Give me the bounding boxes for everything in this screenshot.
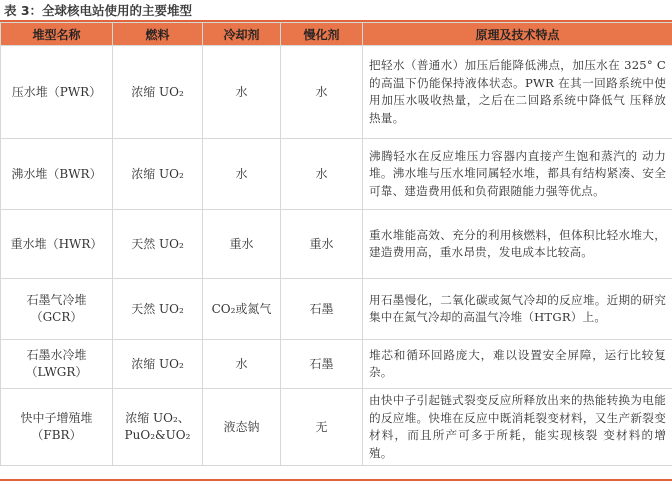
- bottom-rule: [0, 479, 672, 481]
- cell-fuel: 浓缩 UO₂: [113, 139, 203, 210]
- cell-coolant: 重水: [203, 210, 281, 279]
- cell-description: 重水堆能高效、充分的利用核燃料，但体积比轻水堆大，建造费用高，重水昂贵，发电成本比较高。: [363, 210, 672, 279]
- cell-description: 沸腾轻水在反应堆压力容器内直接产生饱和蒸汽的 动力堆。沸水堆与压水堆同属轻水堆，都具有结构紧凑、安全可靠、建造费用低和负荷跟随能力强等优点。: [363, 139, 672, 210]
- header-row: [1, 23, 672, 46]
- cell-reactor-name: 沸水堆（BWR）: [1, 139, 113, 210]
- cell-reactor-name: 压水堆（PWR）: [1, 46, 113, 139]
- table-row: [1, 46, 672, 139]
- table-caption: 表 3：全球核电站使用的主要堆型: [4, 3, 193, 18]
- table-row: [1, 210, 672, 279]
- cell-moderator: 石墨: [281, 340, 363, 389]
- cell-moderator: 重水: [281, 210, 363, 279]
- header-fuel: 燃料: [113, 23, 203, 46]
- table-row: [1, 279, 672, 340]
- table-row: [1, 389, 672, 466]
- table-row: [1, 139, 672, 210]
- cell-description: 由快中子引起链式裂变反应所释放出来的热能转换为电能的反应堆。快堆在反应中既消耗裂变材料，又生产新裂变材料，而且所产可多于所耗，能实现核裂 变材料的增殖。: [363, 389, 672, 466]
- cell-coolant: 液态钠: [203, 389, 281, 466]
- header-moderator: 慢化剂: [281, 23, 363, 46]
- cell-fuel: 天然 UO₂: [113, 210, 203, 279]
- cell-moderator: 水: [281, 46, 363, 139]
- cell-fuel: 浓缩 UO₂: [113, 46, 203, 139]
- cell-reactor-name: 快中子增殖堆 （FBR）: [1, 389, 113, 466]
- cell-fuel: 浓缩 UO₂、 PuO₂&UO₂: [113, 389, 203, 466]
- table-row: [1, 340, 672, 389]
- reactor-types-table: [0, 22, 672, 466]
- cell-coolant: 水: [203, 46, 281, 139]
- header-coolant: 冷却剂: [203, 23, 281, 46]
- header-principle: 原理及技术特点: [363, 23, 672, 46]
- cell-moderator: 水: [281, 139, 363, 210]
- cell-description: 用石墨慢化，二氧化碳或氮气冷却的反应堆。近期的研究集中在氮气冷却的高温气冷堆（HTGR）上。: [363, 279, 672, 340]
- cell-moderator: 石墨: [281, 279, 363, 340]
- cell-coolant: CO₂或氮气: [203, 279, 281, 340]
- cell-description: 堆芯和循环回路庞大，难以设置安全屏障，运行比较复杂。: [363, 340, 672, 389]
- cell-coolant: 水: [203, 139, 281, 210]
- cell-fuel: 天然 UO₂: [113, 279, 203, 340]
- cell-description: 把轻水（普通水）加压后能降低沸点，加压水在 325° C 的高温下仍能保持液体状态。PWR 在其一回路系统中使用加压水吸收热量，之后在二回路系统中降低气 压释放热量。: [363, 46, 672, 139]
- cell-fuel: 浓缩 UO₂: [113, 340, 203, 389]
- cell-reactor-name: 石墨水冷堆 （LWGR）: [1, 340, 113, 389]
- cell-reactor-name: 石墨气冷堆 （GCR）: [1, 279, 113, 340]
- cell-coolant: 水: [203, 340, 281, 389]
- cell-moderator: 无: [281, 389, 363, 466]
- cell-reactor-name: 重水堆（HWR）: [1, 210, 113, 279]
- header-reactor-type: 堆型名称: [1, 23, 113, 46]
